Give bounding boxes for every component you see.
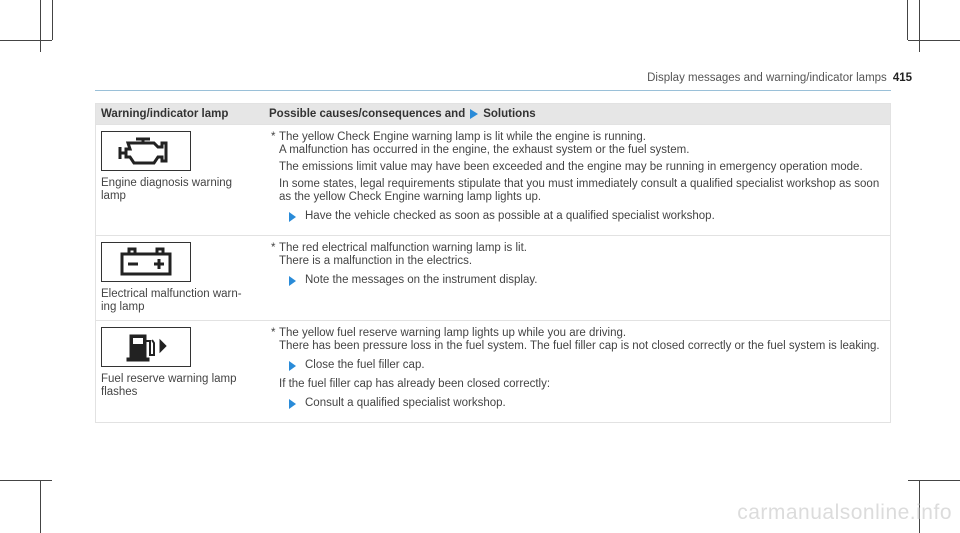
footnote-star: * <box>271 131 276 143</box>
solution-step <box>289 397 882 410</box>
cause-text: There is a malfunction in the electrics. <box>279 255 473 267</box>
check-engine-icon <box>101 131 191 171</box>
solution-step <box>289 359 882 372</box>
column-header-solutions-text: Solutions <box>483 108 536 120</box>
solution-text: Have the vehicle checked as soon as possible at a qualified specialist workshop. <box>305 210 715 222</box>
battery-icon <box>101 242 191 282</box>
arrow-right-icon <box>470 109 478 119</box>
solution-text: Consult a qualified specialist workshop. <box>305 397 506 409</box>
crop-mark <box>907 0 908 40</box>
cause-text: In some states, legal requirements stipulate that you must immediately consult a qualified specialist workshop as soon as the yellow Check Engine warning lamp lights up. <box>279 178 880 203</box>
column-header-lamp: Warning/indicator lamp <box>101 108 229 120</box>
crop-mark <box>0 480 52 481</box>
crop-mark <box>0 40 52 41</box>
table-row <box>96 320 890 422</box>
column-header-causes <box>261 108 890 120</box>
footnote-star: * <box>271 327 276 339</box>
page-header <box>647 72 912 84</box>
cause-text: The emissions limit value may have been exceeded and the engine may be running in emergency operation mode. <box>279 161 863 173</box>
crop-mark <box>919 0 920 52</box>
lamp-cell <box>96 321 261 422</box>
fuel-pump-icon <box>101 327 191 367</box>
cause-text: The yellow fuel reserve warning lamp lights up while you are driving. <box>279 327 627 339</box>
header-title: Display messages and warning/indicator lamps <box>647 72 887 84</box>
lamp-cell <box>96 236 261 320</box>
causes-cell <box>261 321 890 422</box>
causes-cell <box>261 125 890 235</box>
watermark: carmanualsonline.info <box>737 501 952 524</box>
arrow-right-icon <box>289 212 296 222</box>
lamp-cell <box>96 125 261 235</box>
arrow-right-icon <box>289 399 296 409</box>
crop-mark <box>40 0 41 52</box>
header-rule <box>95 90 891 91</box>
solution-step <box>289 210 882 223</box>
cause-text: The red electrical malfunction warning lamp is lit. <box>279 242 527 254</box>
crop-mark <box>908 40 960 41</box>
solution-step <box>289 274 882 287</box>
column-header-causes-text: Possible causes/consequences and <box>269 108 466 120</box>
crop-mark <box>52 0 53 40</box>
table-header <box>96 104 890 124</box>
page-number: 415 <box>892 72 912 84</box>
lamp-label: Engine diagnosis warning lamp <box>101 177 233 202</box>
arrow-right-icon <box>289 276 296 286</box>
crop-mark <box>40 480 41 533</box>
footnote-star: * <box>271 242 276 254</box>
cause-text: A malfunction has occurred in the engine, the exhaust system or the fuel system. <box>279 144 690 156</box>
lamp-label: Fuel reserve warning lamp flashes <box>101 373 237 398</box>
table-row <box>96 235 890 320</box>
table-row <box>96 124 890 235</box>
warning-lamp-table <box>95 103 891 423</box>
causes-cell <box>261 236 890 320</box>
arrow-right-icon <box>289 361 296 371</box>
lamp-label: Electrical malfunction warn-ing lamp <box>101 288 242 313</box>
crop-mark <box>908 480 960 481</box>
solution-text: Close the fuel filler cap. <box>305 359 425 371</box>
cause-text: There has been pressure loss in the fuel system. The fuel filler cap is not closed correctly or the fuel system is leaking. <box>279 340 880 352</box>
cause-text: If the fuel filler cap has already been closed correctly: <box>279 378 551 390</box>
solution-text: Note the messages on the instrument display. <box>305 274 538 286</box>
cause-text: The yellow Check Engine warning lamp is lit while the engine is running. <box>279 131 646 143</box>
